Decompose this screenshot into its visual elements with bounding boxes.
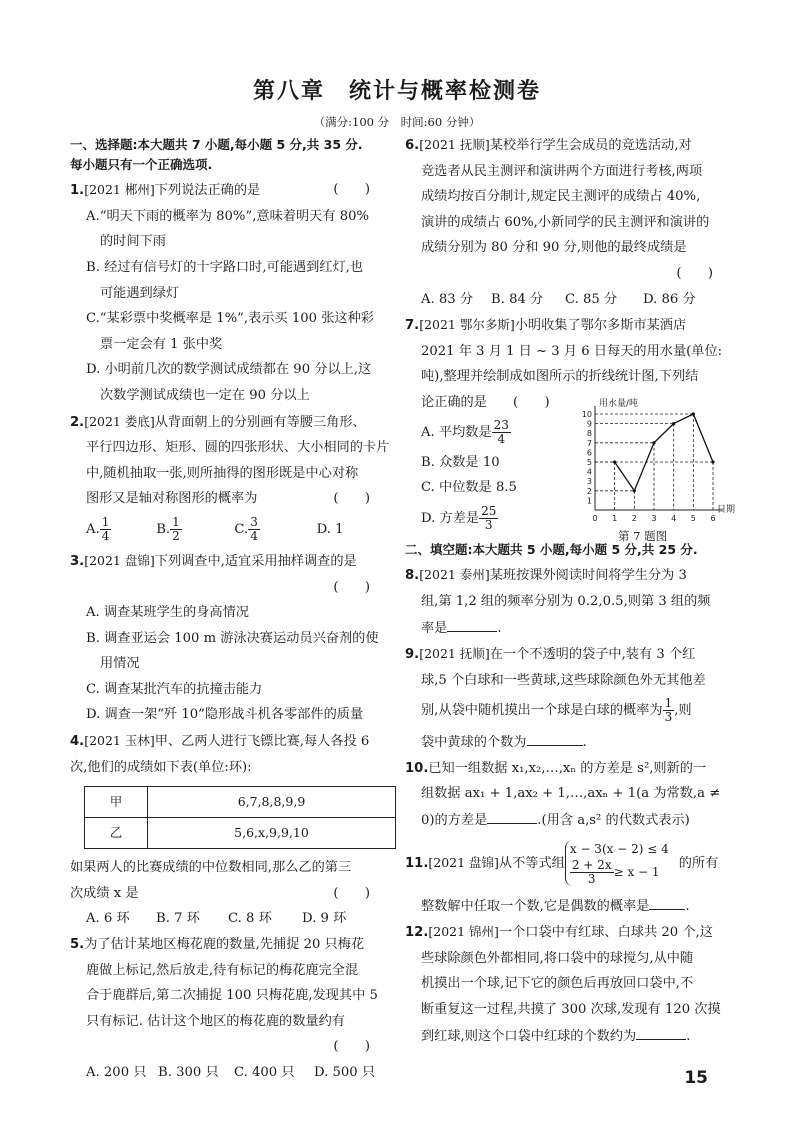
question-number: 11. (405, 855, 429, 871)
x-axis-label: 日期 (717, 505, 736, 515)
data-point (613, 460, 616, 463)
table-cell: 乙 (85, 818, 148, 849)
y-tick-label: 8 (586, 429, 592, 439)
question-number: 1. (70, 183, 85, 199)
question-source: [2021 盘锦] (84, 552, 155, 568)
question-stem: 下列调查中,适宜采用抽样调查的是 (154, 553, 357, 569)
answer-parens: ( ) (333, 579, 370, 595)
question-stem: 小明收集了鄂尔多斯市某酒店 (514, 318, 687, 334)
question-number: 7. (405, 318, 420, 334)
question-text: 到红球,则这个口袋中红球的个数约为 (421, 1028, 637, 1044)
question-12: 12.[2021 锦州]一个口袋中有红球、白球共 20 个,这 些球除颜色外都相同,将口袋中的球搅匀,从中随 机摸出一个球,记下它的颜色后再放回口袋中,不 断重复这一过程,共摸了 300 次球,发现有 120 次摸 到红球,则这个口袋中红球的个数约为 . (405, 919, 735, 1049)
question-text: 断重复这一过程,共摸了 300 次球,发现有 120 次摸 (421, 1002, 721, 1018)
question-source: [2021 盘锦] (428, 854, 499, 870)
question-text: 袋中黄球的个数为 (421, 735, 527, 751)
question-number: 8. (405, 568, 420, 584)
question-text: 成绩分别为 80 分和 90 分,则他的最终成绩是 (421, 240, 687, 256)
question-stem: 从背面朝上的分别画有等腰三角形、 (154, 414, 366, 430)
answer-blank[interactable] (487, 807, 537, 824)
fraction: $\frac{1}{3}$ (664, 696, 673, 725)
inequality-system: x − 3(x − 2) ≤ 4 $\frac{2 + 2x}{3}$ ≥ x − 1 (565, 840, 669, 886)
option-b: B. 调查亚运会 100 m 游泳决赛运动员兴奋剂的使 (86, 630, 379, 646)
answer-parens: ( ) (333, 182, 370, 198)
question-text: 机摸出一个球,记下它的颜色后再放回口袋中,不 (421, 976, 694, 992)
option-c: C. $\frac{3}{4}$ (234, 514, 258, 543)
x-tick-label: 3 (651, 514, 657, 523)
question-number: 3. (70, 553, 85, 569)
x-tick-label: 4 (671, 514, 677, 523)
option-d: D. 调查一架“歼 10”隐形战斗机各零部件的质量 (86, 707, 364, 723)
y-tick-label: 1 (586, 496, 592, 506)
option-c: C. 85 分 (565, 291, 618, 307)
question-text: 整数解中任取一个数,它是偶数的概率是 (421, 898, 650, 914)
option-d: D. 小明前几次的数学测试成绩都在 90 分以上,这 (86, 362, 372, 378)
table-row (85, 787, 396, 818)
question-number: 10. (405, 760, 429, 776)
y-tick-label: 3 (586, 477, 592, 487)
y-tick-label: 10 (581, 410, 592, 419)
water-usage-line-chart (581, 398, 736, 526)
question-text: 别,从袋中随机摸出一个球是白球的概率为 (421, 703, 663, 719)
answer-blank[interactable] (447, 615, 497, 632)
option-a: A. 调查某班学生的身高情况 (86, 605, 249, 621)
options-row (70, 1060, 392, 1086)
question-text: 2021 年 3 月 1 日 ~ 3 月 6 日每天的用水量(单位: (421, 343, 723, 359)
question-stem: 在一个不透明的袋子中,装有 3 个红 (489, 647, 696, 663)
question-text: 合于鹿群后,第二次捕捉 100 只梅花鹿,发现其中 5 (86, 988, 378, 1004)
answer-parens: ( ) (333, 885, 370, 901)
data-point (692, 412, 695, 415)
series-line (615, 414, 713, 491)
question-number: 5. (70, 937, 85, 953)
x-tick-label: 6 (710, 514, 716, 523)
options-row (70, 512, 392, 548)
options-row (70, 906, 392, 932)
question-stem: 甲、乙两人进行飞镖比赛,每人各投 6 (154, 734, 370, 750)
question-stem: 下列说法正确的是 (154, 183, 261, 199)
right-column (405, 132, 735, 1049)
option-c: C. 8 环 (228, 911, 272, 927)
option-a: A.“明天下雨的概率为 80%”,意味着明天有 80% (86, 208, 370, 224)
question-number: 12. (405, 925, 429, 941)
question-5 (70, 932, 392, 1086)
question-8: 8.[2021 泰州]某班按课外阅读时间将学生分为 3 组,第 1,2 组的频率分别为 0.2,0.5,则第 3 组的频 率是 . (405, 562, 735, 641)
question-source: [2021 娄底] (84, 413, 155, 429)
question-source: [2021 郴州] (84, 182, 155, 198)
question-1 (70, 177, 392, 408)
question-stem: 某校举行学生会成员的竞选活动,对 (489, 138, 692, 153)
question-source: [2021 抚顺] (419, 137, 490, 152)
answer-blank[interactable] (636, 1023, 686, 1040)
y-tick-label: 6 (586, 448, 592, 458)
question-text: 平行四边形、矩形、圆的四张形状、大小相同的卡片 (86, 440, 390, 456)
question-number: 6. (405, 138, 420, 153)
option-a: A. 83 分 (421, 291, 474, 307)
x-tick-label: 5 (690, 514, 696, 523)
question-text: 组,第 1,2 组的频率分别为 0.2,0.5,则第 3 组的频 (421, 593, 711, 609)
option-a: A. 200 只 (86, 1065, 147, 1080)
question-10 (405, 756, 735, 834)
option-a: A. 平均数是 $\frac{23}{4}$ (421, 417, 509, 446)
option-b-cont: 可能遇到绿灯 (100, 285, 180, 301)
option-a: A. $\frac{1}{4}$ (86, 514, 110, 543)
question-text: 些球除颜色外都相同,将口袋中的球搅匀,从中随 (421, 950, 694, 966)
question-stem: 为了估计某地区梅花鹿的数量,先捕捉 20 只梅花 (84, 937, 365, 953)
page-title: 第八章 统计与概率检测卷 (252, 79, 541, 104)
y-tick-label: 4 (586, 467, 592, 477)
question-stem: 某班按课外阅读时间将学生分为 3 (489, 568, 687, 584)
question-9: 9.[2021 抚顺]在一个不透明的袋子中,装有 3 个红 球,5 个白球和一些黄球,这些球除颜色外无其他差 别,从袋中随机摸出一个球是白球的概率为 $\frac{1}{3}$ ,则 袋中黄球的个数为 . (405, 641, 735, 756)
option-c: C.“某彩票中奖概率是 1%”,表示买 100 张这种彩 (86, 311, 374, 327)
answer-parens: ( ) (333, 1039, 370, 1055)
y-axis-label: 用水量/吨 (599, 399, 639, 409)
answer-parens: ( ) (676, 265, 713, 281)
question-text: 0)的方差是 (421, 813, 488, 829)
answer-parens: ( ) (333, 491, 370, 507)
question-text: 次,他们的成绩如下表(单位:环): (70, 759, 252, 775)
question-6 (405, 132, 735, 312)
question-source: [2021 抚顺] (419, 646, 490, 662)
option-b: B. 众数是 10 (421, 454, 500, 470)
x-tick-label: 2 (631, 514, 637, 523)
section-heading: 一、选择题:本大题共 7 小题,每小题 5 分,共 35 分. (70, 137, 363, 152)
option-a-cont: 的时间下雨 (100, 234, 166, 250)
fraction: $\frac{1}{4}$ (101, 514, 110, 543)
option-d: D. 1 (316, 521, 344, 537)
question-text: 鹿做上标记,然后放走,待有标记的梅花鹿完全混 (86, 962, 359, 978)
table-row (85, 818, 396, 849)
question-stem: 一个口袋中有红球、白球共 20 个,这 (498, 925, 713, 941)
option-d: D. 9 环 (302, 911, 347, 927)
question-text: 组数据 ax₁ + 1,ax₂ + 1,…,axₙ + 1(a 为常数,a ≠ (421, 786, 721, 802)
answer-parens: ( ) (512, 394, 550, 410)
question-text: .(用含 a,s² 的代数式表示) (537, 813, 690, 829)
score-table (84, 786, 396, 849)
y-tick-label: 2 (586, 486, 592, 496)
question-text: ,则 (674, 703, 692, 719)
option-b: B. 84 分 (491, 291, 544, 307)
table-cell: 6,7,8,8,9,9 (148, 787, 396, 818)
answer-blank[interactable] (649, 893, 685, 910)
fraction: $\frac{23}{4}$ (493, 417, 509, 446)
option-d: D. 方差是 $\frac{25}{3}$ (421, 503, 497, 532)
exam-meta: （满分:100 分 时间:60 分钟） (313, 115, 481, 129)
question-text: 如果两人的比赛成绩的中位数相同,那么乙的第三 (70, 860, 352, 876)
question-11: 11.[2021 盘锦]从不等式组 x − 3(x − 2) ≤ 4 $\frac{2 + 2x}{3}$ ≥ x − 1 的所有 整数解中任取一个数,它是偶数的概率是 . (405, 842, 719, 914)
x-tick-label: 0 (592, 514, 598, 523)
question-number: 9. (405, 647, 420, 663)
option-c-cont: 票一定会有 1 张中奖 (100, 336, 223, 352)
y-tick-label: 7 (586, 438, 592, 448)
data-point (672, 422, 675, 425)
question-text: 吨),整理并绘制成如图所示的折线统计图,下列结 (421, 369, 699, 385)
question-source: [2021 泰州] (419, 567, 490, 583)
question-text: 演讲的成绩占 60%,小新同学的民主测评和演讲的 (421, 214, 710, 230)
data-point (711, 460, 714, 463)
question-stem: 从不等式组 (498, 855, 565, 871)
option-b-cont: 用情况 (100, 656, 140, 672)
option-b: B. 300 只 (158, 1065, 219, 1080)
question-3 (70, 548, 392, 728)
question-text: 成绩均按百分制计,规定民主测评的成绩占 40%, (421, 189, 701, 205)
option-d: D. 500 只 (314, 1065, 376, 1080)
question-text: 次成绩 x 是 (70, 885, 139, 901)
section-heading-2: 每小题只有一个正确选项. (70, 156, 213, 172)
answer-blank[interactable] (527, 729, 583, 746)
option-c: C. 400 只 (234, 1065, 295, 1080)
question-text: 中,随机抽取一张,则所抽得的图形既是中心对称 (86, 465, 359, 481)
question-source: [2021 玉林] (84, 733, 155, 749)
option-c: C. 中位数是 8.5 (421, 480, 517, 496)
question-number: 2. (70, 414, 85, 430)
table-cell: 5,6,x,9,9,10 (148, 818, 396, 849)
section-heading: 二、填空题:本大题共 5 小题,每小题 5 分,共 25 分. (405, 541, 698, 557)
option-a: A. 6 环 (86, 911, 130, 927)
data-point (633, 489, 636, 492)
question-text: 球,5 个白球和一些黄球,这些球除颜色外无其他差 (421, 672, 706, 688)
question-text: 论正确的是 (421, 394, 487, 410)
data-point (652, 441, 655, 444)
question-text: 率是 (421, 620, 448, 636)
y-tick-label: 5 (586, 458, 592, 467)
option-d-cont: 次数学测试成绩也一定在 90 分以上 (100, 387, 310, 403)
figure-caption: 第 7 题图 (618, 529, 668, 543)
question-text: 图形又是轴对称图形的概率为 (86, 491, 258, 507)
question-text: 的所有 (678, 855, 719, 871)
option-b: B. 7 环 (156, 911, 200, 927)
question-number: 4. (70, 734, 85, 750)
option-b: B. $\frac{1}{2}$ (156, 514, 180, 543)
question-text: 只有标记. 估计这个地区的梅花鹿的数量约有 (86, 1013, 345, 1029)
fraction: $\frac{3}{4}$ (250, 514, 258, 543)
table-cell: 甲 (85, 787, 148, 818)
option-b: B. 经过有信号灯的十字路口时,可能遇到红灯,也 (86, 259, 364, 275)
options-row (405, 287, 735, 313)
left-column (70, 132, 392, 1086)
fraction: $\frac{2 + 2x}{3}$ (571, 858, 612, 887)
question-text: 竞选者从民主测评和演讲两个方面进行考核,两项 (421, 163, 703, 179)
question-2 (70, 409, 392, 548)
fraction: $\frac{1}{2}$ (172, 514, 180, 543)
page-number: 15 (684, 1068, 708, 1088)
question-source: [2021 鄂尔多斯] (419, 317, 515, 333)
option-c: C. 调查某批汽车的抗撞击能力 (86, 681, 263, 697)
y-tick-label: 9 (586, 419, 592, 429)
fraction: $\frac{25}{3}$ (481, 503, 497, 532)
x-tick-label: 1 (612, 514, 618, 523)
question-stem: 已知一组数据 x₁,x₂,…,xₙ 的方差是 s²,则新的一 (428, 760, 707, 776)
question-source: [2021 锦州] (428, 924, 499, 940)
question-4 (70, 728, 392, 932)
option-d: D. 86 分 (643, 291, 696, 307)
